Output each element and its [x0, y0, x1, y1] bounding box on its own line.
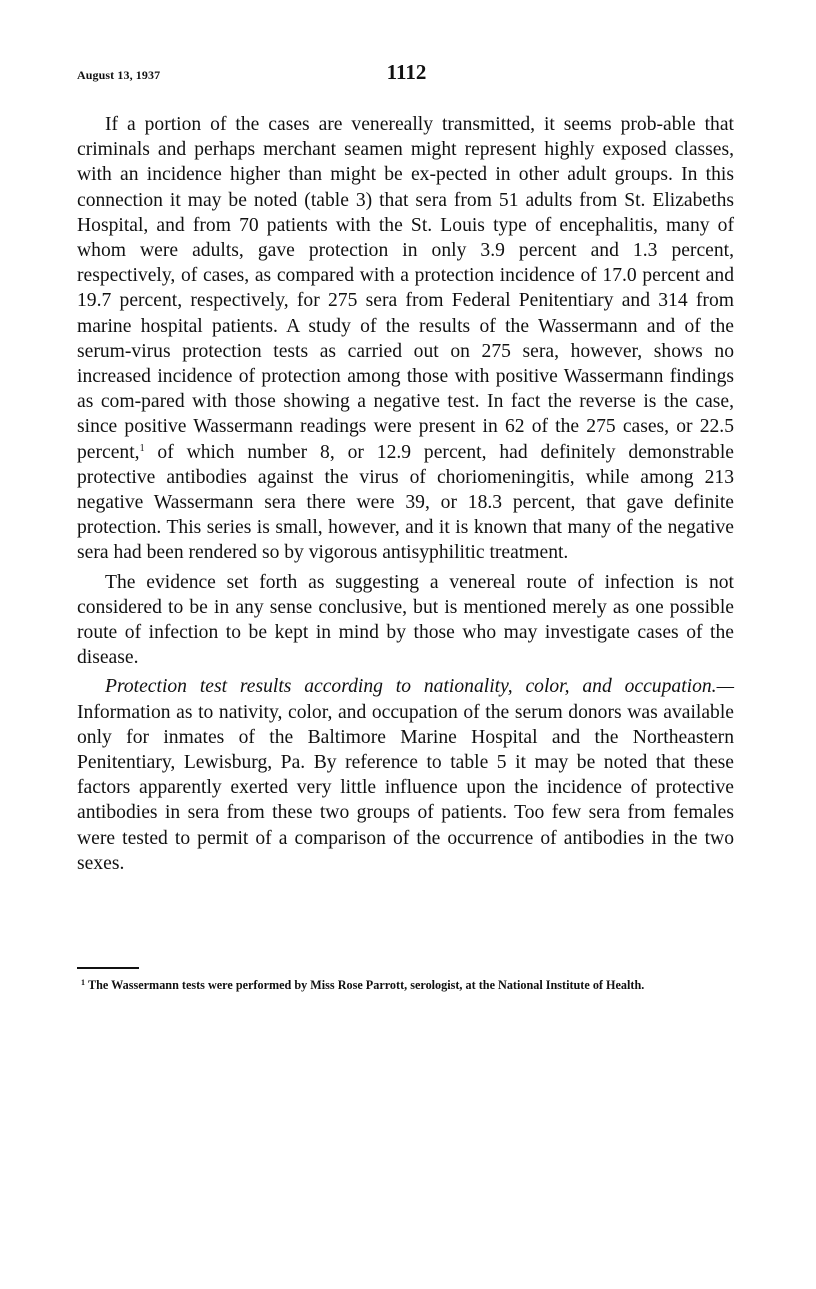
footnote-mark: 1	[81, 978, 85, 987]
footnote-reference: 1	[139, 442, 145, 454]
section-runin-heading: Protection test results according to nationality, color, and occupation.—	[105, 676, 734, 698]
footnote	[77, 975, 734, 993]
article-body	[77, 112, 734, 880]
footnote-divider	[77, 967, 139, 969]
paragraph-venereal-transmission	[77, 112, 734, 566]
paragraph-text: of which number 8, or 12.9 percent, had definitely demonstrable protective antibodies against the virus of choriomeningitis, while among 213 negative Wassermann sera there were 39, or 18.3 percent, that gave definite protection. This series is small, however, and it is known that many of the negative sera had been rendered so by vigorous antisyphilitic treatment.	[77, 441, 734, 564]
paragraph-nationality-color-occupation	[77, 674, 734, 876]
page-header	[77, 60, 736, 92]
page-number: 1112	[386, 60, 427, 84]
paragraph-text: If a portion of the cases are venereally transmitted, it seems prob-able that criminals and perhaps merchant seamen might represent highly exposed classes, with an incidence higher than might be ex-pected in other adult groups. In this connection it may be noted (table 3) that sera from 51 adults from St. Elizabeths Hospital, and from 70 patients with the St. Louis type of encephalitis, many of whom were adults, gave protection in only 3.9 percent and 1.3 percent, respectively, of cases, as compared with a protection incidence of 17.0 percent and 19.7 percent, respectively, for 275 sera from Federal Penitentiary and 314 from marine hospital patients. A study of the results of the Wassermann and of the serum-virus protection tests as carried out on 275 sera, however, shows no increased incidence of protection among those with positive Wassermann findings as com-pared with those showing a negative test. In fact the reverse is the case, since positive Wassermann readings were present in 62 of the 275 cases, or 22.5 percent,	[77, 114, 734, 463]
footnote-text: The Wassermann tests were performed by Miss Rose Parrott, serologist, at the National Institute of Health.	[88, 978, 645, 992]
paragraph-evidence: The evidence set forth as suggesting a venereal route of infection is not considered to be in any sense conclusive, but is mentioned merely as one possible route of infection to be kept in mind by those who may investigate cases of the disease.	[77, 571, 734, 669]
paragraph-text: Information as to nativity, color, and occupation of the serum donors was available only for inmates of the Baltimore Marine Hospital and the Northeastern Penitentiary, Lewisburg, Pa. By reference to table 5 it may be noted that these factors apparently exerted very little influence upon the incidence of protective antibodies in sera from these two groups of patients. Too few sera from females were tested to permit of a comparison of the occurrence of antibodies in the two sexes.	[77, 701, 734, 874]
publication-date: August 13, 1937	[77, 68, 161, 82]
